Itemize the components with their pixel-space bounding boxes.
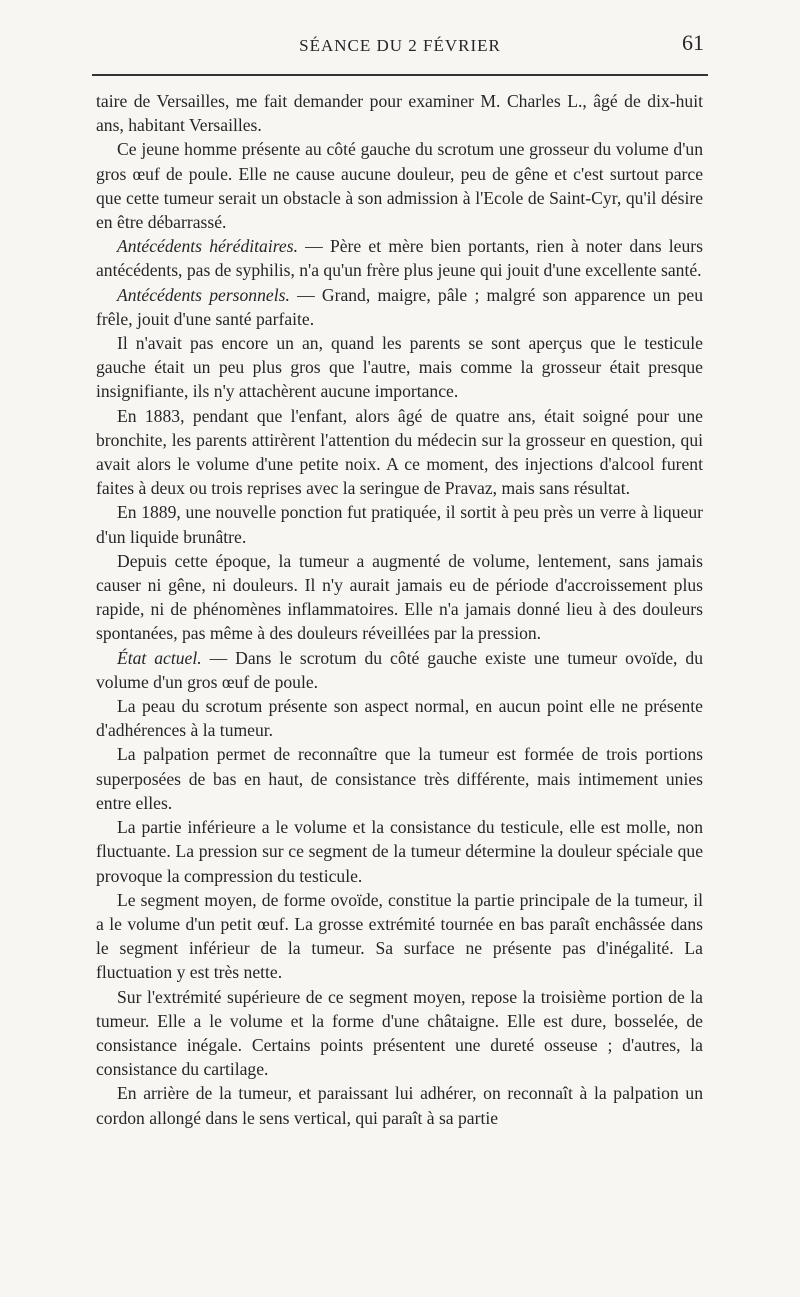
paragraph	[96, 694, 703, 742]
paragraph-text: — Grand, maigre, pâle ; malgré son apparence un peu frêle, jouit d'une santé parfaite.	[96, 284, 703, 329]
paragraph-heading: Antécédents personnels.	[117, 284, 290, 305]
paragraph	[96, 234, 703, 282]
paragraph-text: La partie inférieure a le volume et la consistance du testicule, elle est molle, non fluctuante. La pression sur ce segment de la tumeur détermine la douleur spéciale que provoque la compression du testicule.	[96, 817, 703, 886]
paragraph	[96, 137, 703, 234]
paragraph	[96, 500, 703, 548]
paragraph	[96, 549, 703, 646]
paragraph	[96, 1081, 703, 1129]
paragraph-text: — Dans le scrotum du côté gauche existe une tumeur ovoïde, du volume d'un gros œuf de poule.	[96, 647, 703, 692]
running-title: SÉANCE DU 2 FÉVRIER	[299, 36, 501, 55]
body-text	[96, 89, 703, 1130]
paragraph-text: — Père et mère bien portants, rien à noter dans leurs antécédents, pas de syphilis, n'a qu'un frère plus jeune qui jouit d'une excellente santé.	[96, 236, 703, 281]
paragraph-text: Sur l'extrémité supérieure de ce segment moyen, repose la troisième portion de la tumeur. Elle a le volume et la forme d'une châtaigne. Elle est dure, bosselée, de consistance inégale. Certains points présentent une dureté osseuse ; d'autres, la consistance du cartilage.	[96, 986, 703, 1080]
paragraph-text: Ce jeune homme présente au côté gauche du scrotum une grosseur du volume d'un gros œuf de poule. Elle ne cause aucune douleur, peu de gêne et c'est surtout parce que cette tumeur serait un obstacle à son admission à l'Ecole de Saint-Cyr, qu'il désire en être débarrassé.	[96, 139, 703, 233]
paragraph-text: La palpation permet de reconnaître que la tumeur est formée de trois portions superposées de bas en haut, de consistance très différente, mais intimement unies entre elles.	[96, 744, 703, 813]
paragraph	[96, 985, 703, 1082]
paragraph-heading: Antécédents héréditaires.	[117, 236, 298, 257]
paragraph	[96, 646, 703, 694]
paragraph-heading: État actuel.	[117, 647, 202, 668]
paragraph-text: taire de Versailles, me fait demander pour examiner M. Charles L., âgé de dix-huit ans, habitant Versailles.	[96, 91, 703, 136]
paragraph	[96, 815, 703, 888]
paragraph-text: En arrière de la tumeur, et paraissant lui adhérer, on reconnaît à la palpation un cordon allongé dans le sens vertical, qui paraît à sa partie	[96, 1083, 703, 1128]
header-rule	[92, 74, 708, 76]
paragraph-text: En 1883, pendant que l'enfant, alors âgé de quatre ans, était soigné pour une bronchite, les parents attirèrent l'attention du médecin sur la grosseur en question, qui avait alors le volume d'une petite noix. A ce moment, des injections d'alcool furent faites à deux ou trois reprises avec la seringue de Pravaz, mais sans résultat.	[96, 405, 703, 499]
paragraph-text: Il n'avait pas encore un an, quand les parents se sont aperçus que le testicule gauche était un peu plus gros que l'autre, mais comme la grosseur était presque insignifiante, ils n'y attachèrent aucune importance.	[96, 333, 703, 402]
paragraph	[96, 89, 703, 137]
paragraph	[96, 888, 703, 985]
paragraph	[96, 404, 703, 501]
paragraph-text: Depuis cette époque, la tumeur a augmenté de volume, lentement, sans jamais causer ni gêne, ni douleurs. Il n'y aurait jamais eu de période d'accroissement plus rapide, ni de phénomènes inflammatoires. Elle n'a jamais donné lieu à des douleurs spontanées, pas même à des douleurs réveillées par la pression.	[96, 550, 703, 644]
paragraph	[96, 283, 703, 331]
paragraph-text: En 1889, une nouvelle ponction fut pratiquée, il sortit à peu près un verre à liqueur d'un liquide brunâtre.	[96, 502, 703, 547]
paragraph	[96, 331, 703, 404]
paragraph-text: La peau du scrotum présente son aspect normal, en aucun point elle ne présente d'adhérences à la tumeur.	[96, 696, 703, 741]
running-head	[96, 30, 704, 60]
paragraph	[96, 742, 703, 815]
paragraph-text: Le segment moyen, de forme ovoïde, constitue la partie principale de la tumeur, il a le volume d'un petit œuf. La grosse extrémité tournée en bas paraît enchâssée dans le segment inférieur de la tumeur. Sa surface ne présente pas d'inégalité. La fluctuation y est très nette.	[96, 889, 703, 983]
page-number: 61	[682, 30, 704, 55]
